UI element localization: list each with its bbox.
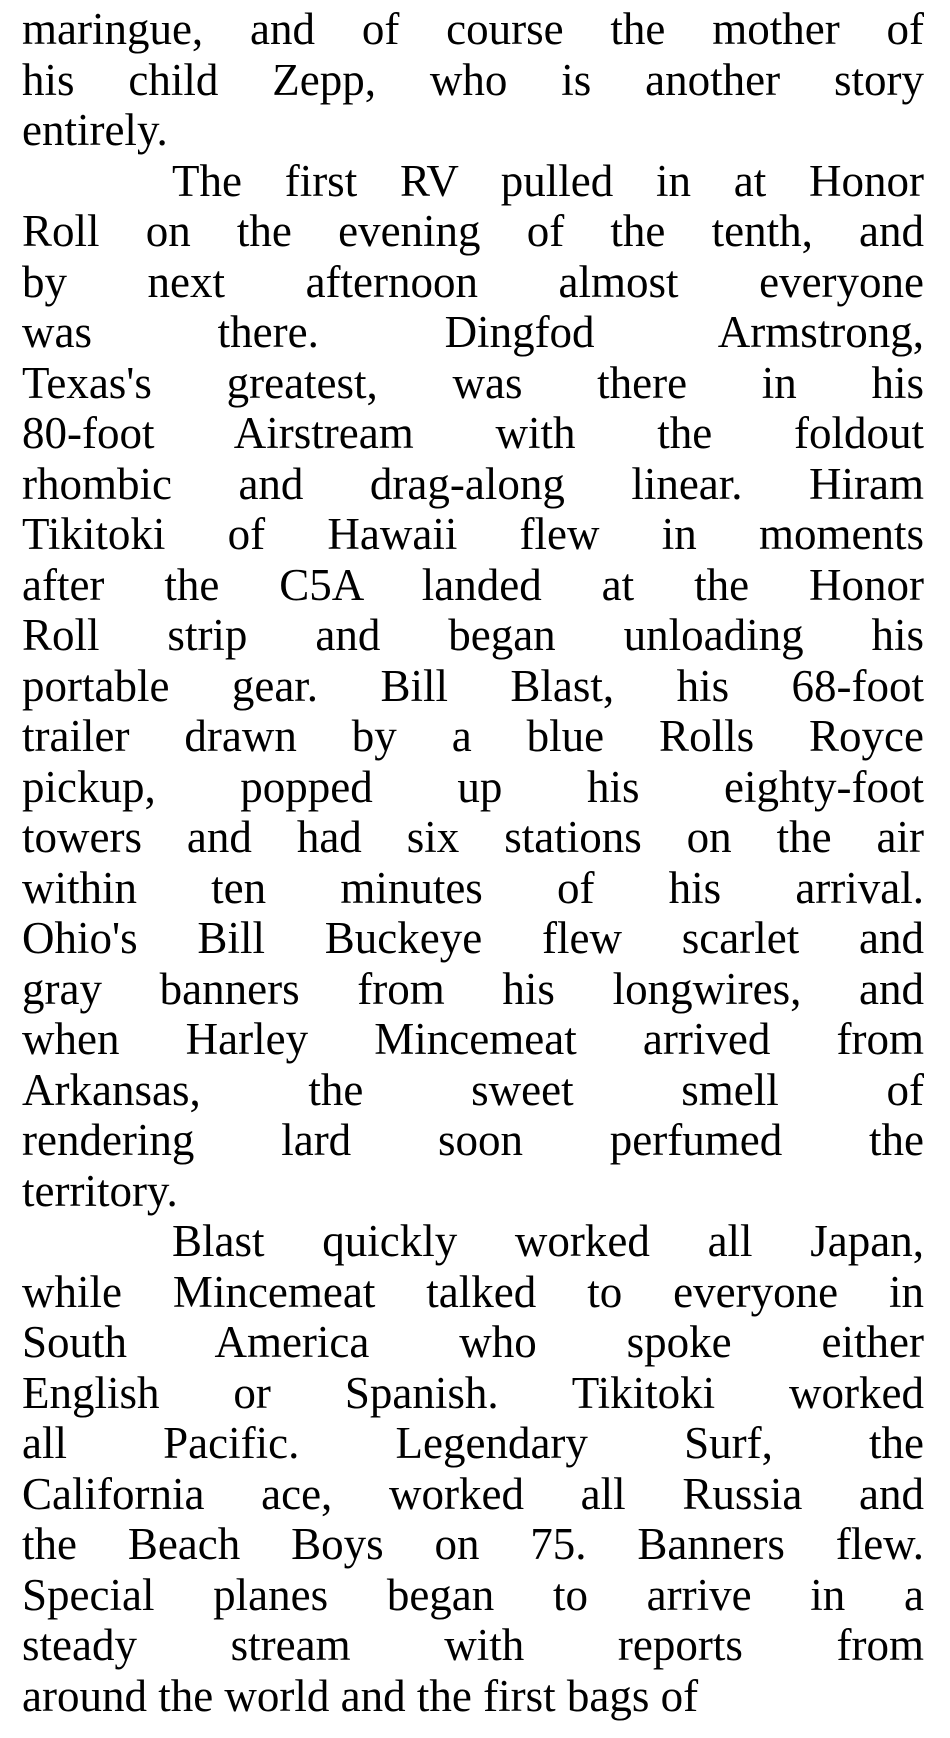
text-line: Roll on the evening of the tenth, and: [22, 206, 924, 256]
text-line: entirely.: [22, 105, 168, 155]
text-line: Special planes began to arrive in a: [22, 1569, 924, 1620]
text-line: around the world and the first bags of: [22, 1670, 699, 1721]
text-line: maringue, and of course the mother of: [22, 4, 924, 54]
text-line: English or Spanish. Tikitoki worked: [22, 1367, 924, 1418]
paragraph-2: [22, 156, 924, 1217]
text-line: rendering lard soon perfumed the: [22, 1115, 924, 1165]
text-line: Roll strip and began unloading his: [22, 610, 924, 660]
text-line: Blast quickly worked all Japan,: [172, 1216, 924, 1266]
text-line: portable gear. Bill Blast, his 68-foot: [22, 660, 924, 711]
text-line: California ace, worked all Russia and: [22, 1468, 924, 1519]
text-line: Ohio's Bill Buckeye flew scarlet and: [22, 913, 924, 963]
text-line: The first RV pulled in at Honor: [172, 155, 924, 206]
text-line: Arkansas, the sweet smell of: [22, 1064, 924, 1115]
text-line: Tikitoki of Hawaii flew in moments: [22, 509, 924, 559]
text-line: after the C5A landed at the Honor: [22, 559, 924, 610]
paragraph-1: [22, 4, 924, 156]
text-line: within ten minutes of his arrival.: [22, 862, 924, 913]
paragraph-3: [22, 1216, 924, 1721]
text-line: gray banners from his longwires, and: [22, 963, 924, 1014]
text-line: rhombic and drag-along linear. Hiram: [22, 458, 924, 509]
text-line: the Beach Boys on 75. Banners flew.: [22, 1519, 924, 1569]
text-line: was there. Dingfod Armstrong,: [22, 307, 924, 357]
text-line: South America who spoke either: [22, 1317, 924, 1367]
text-line: steady stream with reports from: [22, 1620, 924, 1670]
text-line: his child Zepp, who is another story: [22, 54, 924, 105]
text-line: 80-foot Airstream with the foldout: [22, 408, 924, 458]
text-line: pickup, popped up his eighty-foot: [22, 761, 924, 812]
text-line: all Pacific. Legendary Surf, the: [22, 1418, 924, 1468]
text-line: trailer drawn by a blue Rolls Royce: [22, 711, 924, 761]
text-line: territory.: [22, 1165, 178, 1216]
text-line: by next afternoon almost everyone: [22, 256, 924, 307]
text-line: while Mincemeat talked to everyone in: [22, 1266, 924, 1317]
text-line: Texas's greatest, was there in his: [22, 357, 924, 408]
text-line: towers and had six stations on the air: [22, 812, 924, 862]
text-line: when Harley Mincemeat arrived from: [22, 1014, 924, 1064]
document-page: [22, 4, 924, 1721]
